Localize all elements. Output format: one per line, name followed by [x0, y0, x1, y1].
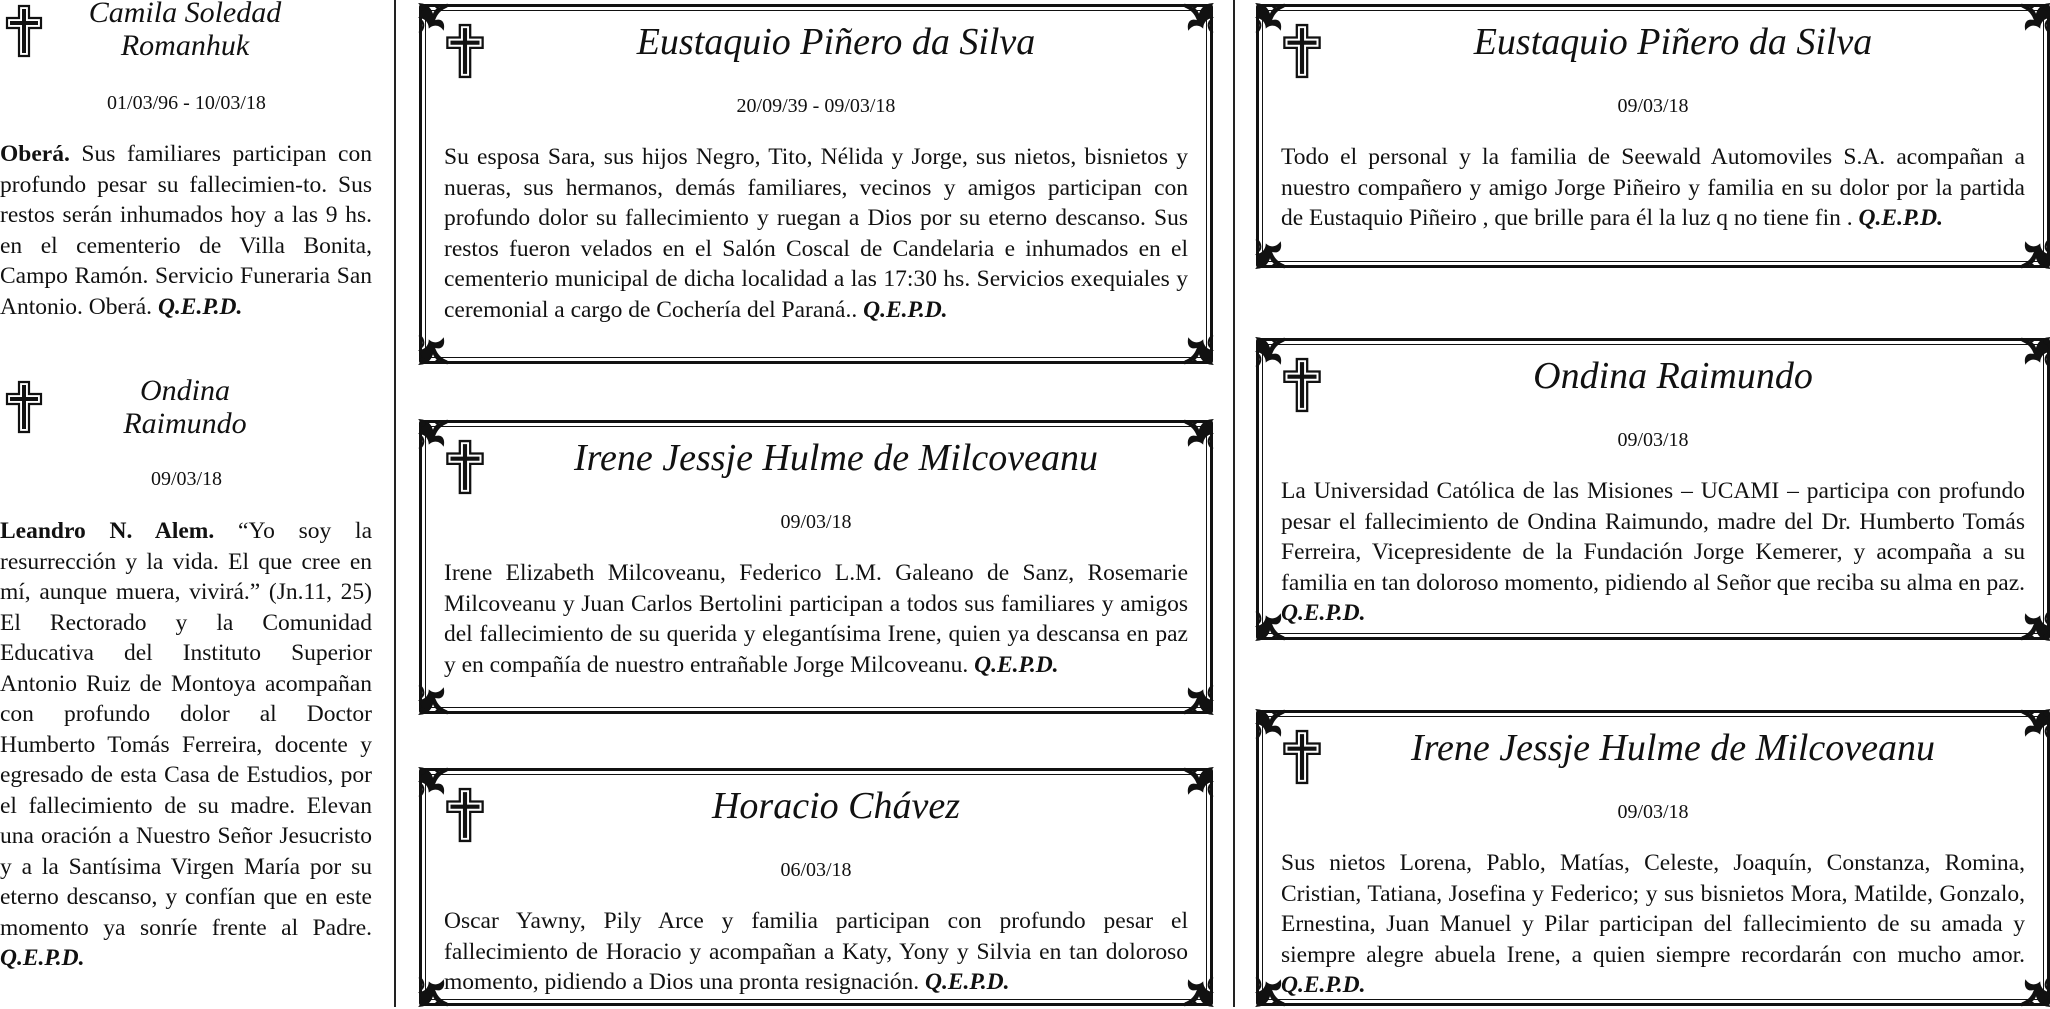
obituary-card	[1256, 710, 2050, 1006]
obituary-name: Camila Soledad Romanhuk	[88, 0, 282, 62]
cross-icon	[444, 23, 486, 79]
obituary-text: Oberá. Sus familiares participan con profundo pesar su fallecimien-to. Sus restos serán inhumados hoy a las 9 hs. en el cementerio de Villa Bonita, Campo Ramón. Servicio Funeraria San Antonio. Oberá. Q.E.P.D.	[0, 141, 372, 320]
corner-ornament-icon	[416, 333, 450, 367]
obituary-text: Irene Elizabeth Milcoveanu, Federico L.M. Galeano de Sanz, Rosemarie Milcoveanu y Juan Carlos Bertolini participan a todos sus familiares y amigos del fallecimiento de su querida y elegantísima Irene, quien ya descansa en paz y en compañía de nuestro entrañable Jorge Milcoveanu. Q.E.P.D.	[444, 560, 1188, 678]
corner-ornament-icon	[416, 683, 450, 717]
column-divider	[394, 0, 396, 1007]
obituary-dates: 09/03/18	[1617, 801, 1689, 823]
obituary-card	[419, 420, 1213, 714]
cross-icon	[1281, 357, 1323, 413]
obituary-dates: 01/03/96 - 10/03/18	[107, 92, 266, 114]
obituary-name: Irene Jessje Hulme de Milcoveanu	[1410, 727, 1936, 769]
obituary-card	[1256, 4, 2050, 268]
obituary-name: Irene Jessje Hulme de Milcoveanu	[573, 437, 1099, 479]
obituary-text: La Universidad Católica de las Misiones – UCAMI – participa con profundo pesar el fallecimiento de Ondina Raimundo, madre del Dr. Humberto Tomás Ferreira, Vicepresidente de la Fundación Jorge Kemerer, y acompaña a su familia en tan doloroso momento, pidiendo al Señor que reciba su alma en paz. Q.E.P.D.	[1281, 478, 2025, 626]
corner-ornament-icon	[1182, 683, 1216, 717]
obituary-name: Eustaquio Piñero da Silva	[1473, 21, 1873, 63]
cross-icon	[4, 380, 44, 434]
obituary-text: Oscar Yawny, Pily Arce y familia participan con profundo pesar el fallecimiento de Horacio y acompañan a Katy, Yony y Silvia en tan doloroso momento, pidiendo a Dios una pronta resignación. Q.E.P.D.	[444, 908, 1188, 995]
obituary-text: Todo el personal y la familia de Seewald Automoviles S.A. acompañan a nuestro compañero y amigo Jorge Piñeiro y familia en su dolor por la partida de Eustaquio Piñeiro , que brille para él la luz q no tiene fin . Q.E.P.D.	[1281, 144, 2025, 231]
obituary-text: Su esposa Sara, sus hijos Negro, Tito, Nélida y Jorge, sus nietos, bisnietos y nueras, sus hermanos, demás familiares, vecinos y amigos participan con profundo dolor su fallecimiento y ruegan a Dios por su eterno descanso. Sus restos fueron velados en el Salón Coscal de Candelaria e inhumados en el cementerio municipal de dicha localidad a las 17:30 hs. Servicios exequiales y ceremonial a cargo de Cochería del Paraná.. Q.E.P.D.	[444, 144, 1188, 323]
left-column	[0, 0, 373, 1007]
obituary-text: Leandro N. Alem. “Yo soy la resurrección y la vida. El que cree en mí, aunque muera, vivirá.” (Jn.11, 25) El Rectorado y la Comunidad Educativa del Instituto Superior Antonio Ruiz de Montoya acompañan con profundo dolor al Doctor Humberto Tomás Ferreira, docente y egresado de esta Casa de Estudios, por el fallecimiento de su madre. Elevan una oración a Nuestro Señor Jesucristo y a la Santísima Virgen María por su eterno descanso, y confían que en este momento ya sonríe frente al Padre. Q.E.P.D.	[0, 518, 372, 971]
cross-icon	[4, 4, 44, 58]
obituary-name: Ondina Raimundo	[123, 374, 247, 440]
cross-icon	[1281, 729, 1323, 785]
obituary-name: Ondina Raimundo	[1533, 355, 1813, 397]
obituary-name: Horacio Chávez	[711, 785, 961, 827]
obituary-card	[419, 768, 1213, 1006]
corner-ornament-icon	[2019, 237, 2050, 271]
column-divider	[1233, 0, 1235, 1007]
obituary-dates: 09/03/18	[1617, 429, 1689, 451]
cross-icon	[1281, 23, 1323, 79]
obituary-dates: 09/03/18	[780, 511, 852, 533]
obituary-dates: 09/03/18	[1617, 95, 1689, 117]
cross-icon	[444, 439, 486, 495]
obituary-dates: 09/03/18	[150, 468, 223, 490]
cross-icon	[444, 787, 486, 843]
obituary-name: Eustaquio Piñero da Silva	[636, 21, 1036, 63]
obituary-dates: 06/03/18	[780, 859, 852, 881]
obituary-card	[419, 4, 1213, 364]
corner-ornament-icon	[1182, 333, 1216, 367]
obituary-dates: 20/09/39 - 09/03/18	[736, 95, 896, 117]
corner-ornament-icon	[1253, 237, 1287, 271]
obituary-text: Sus nietos Lorena, Pablo, Matías, Celeste, Joaquín, Constanza, Romina, Cristian, Tatiana, Josefina y Federico; y sus bisnietos Mora, Matilde, Gonzalo, Ernestina, Juan Manuel y Pilar participan del fallecimiento de su amada y siempre alegre abuela Irene, a quien siempre recordarán con mucho amor. Q.E.P.D.	[1281, 850, 2025, 998]
obituary-card	[1256, 338, 2050, 640]
